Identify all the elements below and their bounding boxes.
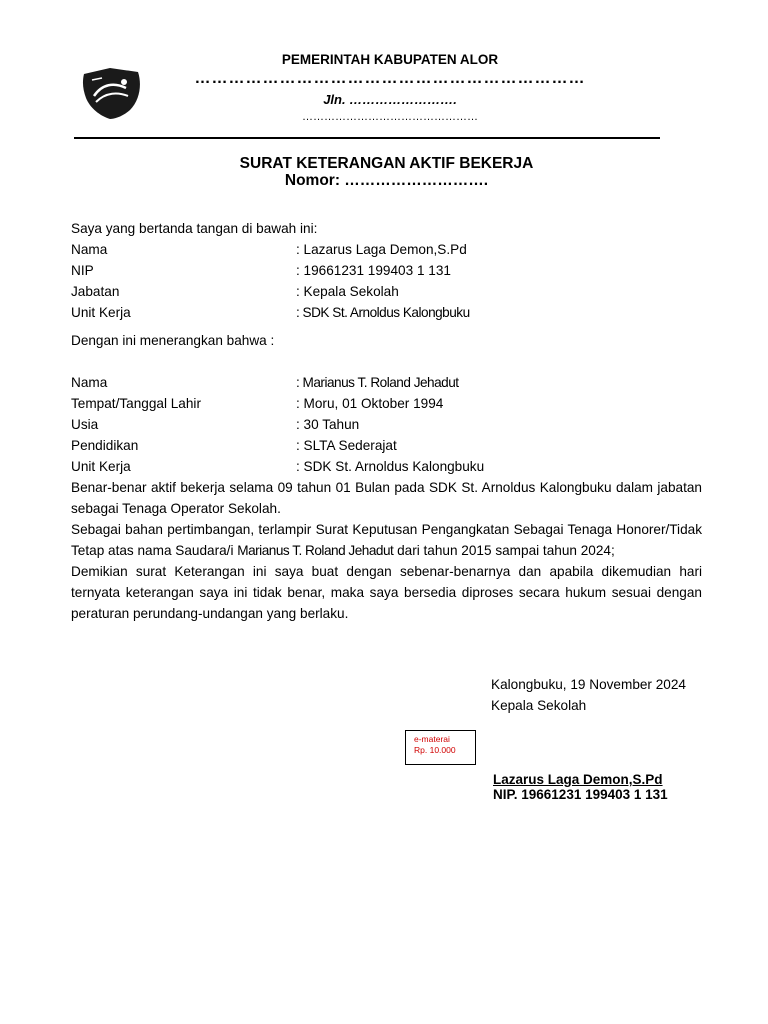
employee-value-pendidikan: : SLTA Sederajat [296, 438, 397, 453]
signatory-value-nip: : 19661231 199403 1 131 [296, 263, 451, 278]
signatory-label-nama: Nama [71, 242, 108, 257]
employee-label-ttl: Tempat/Tanggal Lahir [71, 396, 201, 411]
paragraph-attachment-end: dari tahun 2015 sampai tahun 2024; [393, 543, 615, 558]
body-paragraphs [71, 477, 702, 624]
employee-value-nama: : Marianus T. Roland Jehadut [296, 375, 459, 390]
employee-label-nama: Nama [71, 375, 108, 390]
signatory-value-nama: : Lazarus Laga Demon,S.Pd [296, 242, 467, 257]
document-number: Nomor: ………………………. [284, 172, 489, 189]
signer-name: Lazarus Laga Demon,S.Pd [493, 772, 663, 787]
signatory-value-jabatan: : Kepala Sekolah [296, 284, 399, 299]
paragraph-attachment-name: Marianus T. Roland Jehadut [237, 543, 394, 558]
employee-value-ttl: : Moru, 01 Oktober 1994 [296, 396, 444, 411]
place-date: Kalongbuku, 19 November 2024 [491, 677, 686, 692]
paragraph-active-service: Benar-benar aktif bekerja selama 09 tahun 01 Bulan pada SDK St. Arnoldus Kalongbuku dalam jabatan sebagai Tenaga Operator Sekolah. [71, 480, 702, 516]
declare-line: Dengan ini menerangkan bahwa : [71, 333, 275, 348]
stamp-line-2: Rp. 10.000 [414, 745, 456, 755]
stamp-line-1: e-materai [414, 734, 450, 744]
employee-label-usia: Usia [71, 417, 99, 432]
intro-text: Saya yang bertanda tangan di bawah ini: [71, 221, 318, 236]
address-line2-placeholder: ………………………………………… [302, 111, 478, 123]
signer-position: Kepala Sekolah [491, 698, 587, 713]
paragraph-attachment [71, 519, 702, 561]
school-name-placeholder: …………………………………………………………… [194, 70, 586, 87]
signatory-label-nip: NIP [71, 263, 94, 278]
signatory-label-unit: Unit Kerja [71, 305, 131, 320]
employee-label-unit: Unit Kerja [71, 459, 131, 474]
employee-value-usia: : 30 Tahun [296, 417, 360, 432]
employee-label-pendidikan: Pendidikan [71, 438, 139, 453]
government-name: PEMERINTAH KABUPATEN ALOR [281, 52, 499, 67]
letterhead-divider [74, 137, 660, 139]
address-placeholder: Jln. ……………………. [323, 92, 457, 107]
signatory-label-jabatan: Jabatan [71, 284, 120, 299]
employee-value-unit: : SDK St. Arnoldus Kalongbuku [296, 459, 485, 474]
paragraph-attachment-start: Sebagai bahan pertimbangan, terlampir Surat Keputusan Pengangkatan Sebagai Tenaga Honorer/Tidak Tetap atas nama Saudara/i [71, 522, 702, 558]
e-materai-stamp [405, 730, 476, 765]
paragraph-closing-statement: Demikian surat Keterangan ini saya buat dengan sebenar-benarnya dan apabila dikemudian hari ternyata keterangan saya ini tidak benar, maka saya bersedia diproses secara hukum sesuai dengan peraturan perundang-undangan yang berlaku. [71, 564, 702, 621]
signer-nip: NIP. 19661231 199403 1 131 [493, 787, 668, 802]
document-title: SURAT KETERANGAN AKTIF BEKERJA [239, 155, 534, 172]
signatory-value-unit: : SDK St. Arnoldus Kalongbuku [296, 305, 470, 320]
